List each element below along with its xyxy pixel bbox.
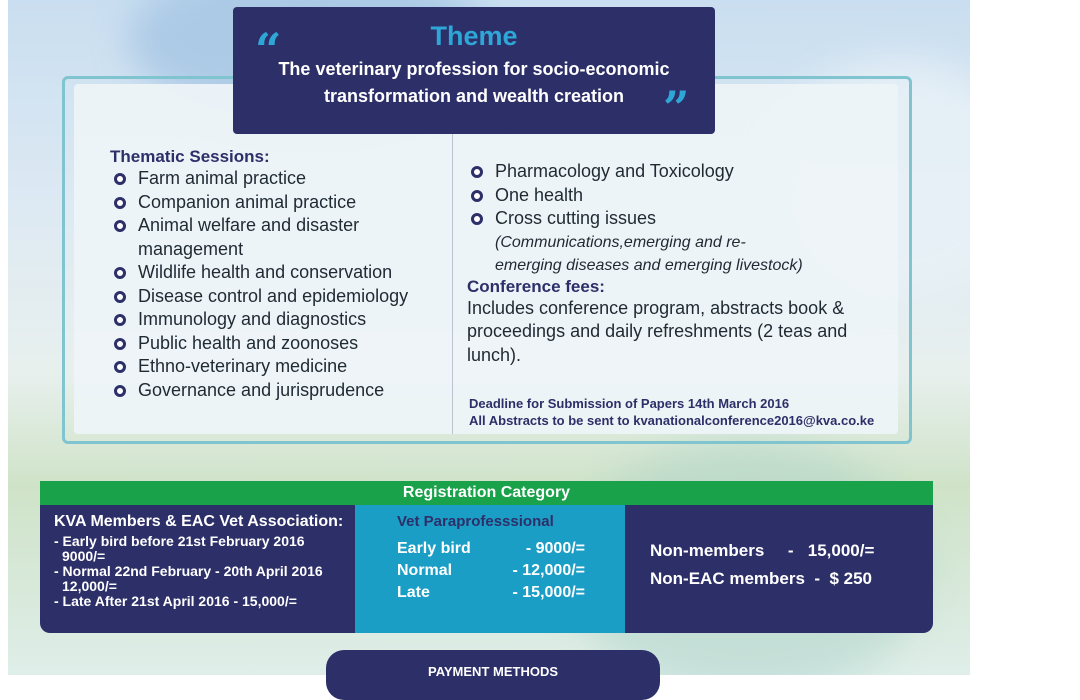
list-item: Ethno-veterinary medicine <box>110 355 450 379</box>
kva-fee-line: 9000/= <box>62 548 106 564</box>
paraprofessional-box <box>355 505 625 633</box>
column-divider <box>452 134 453 434</box>
list-item: Pharmacology and Toxicology <box>467 160 887 184</box>
thematic-sessions-heading: Thematic Sessions: <box>110 147 270 166</box>
session-list-left <box>110 167 450 402</box>
conference-fees-heading: Conference fees: <box>467 276 605 296</box>
list-item: Companion animal practice <box>110 191 450 215</box>
non-eac-members-fee: Non-EAC members - $ 250 <box>650 569 873 588</box>
thematic-sessions-left <box>110 147 450 402</box>
fee-row <box>397 560 625 582</box>
fee-row <box>397 538 625 560</box>
theme-line-1: The veterinary profession for socio-economic <box>278 59 670 79</box>
session-list-right <box>467 160 887 231</box>
fee-label: Late <box>397 584 430 601</box>
list-item: Immunology and diagnostics <box>110 308 450 332</box>
kva-fee-line: - Late After 21st April 2016 - 15,000/= <box>54 593 297 609</box>
list-item: Cross cutting issues <box>467 207 887 231</box>
kva-fee-line: 12,000/= <box>62 578 117 594</box>
list-item: Farm animal practice <box>110 167 450 191</box>
list-item: Animal welfare and disaster management <box>110 214 378 261</box>
deadline-line: Deadline for Submission of Papers 14th March 2016 <box>469 396 790 411</box>
list-item: Disease control and epidemiology <box>110 285 450 309</box>
conference-fees-text: Includes conference program, abstracts book & proceedings and daily refreshments (2 teas and lunch). <box>467 297 848 365</box>
list-item: One health <box>467 184 887 208</box>
close-quote-icon: ” <box>663 81 690 135</box>
paraprofessional-heading: Vet Paraprofesssional <box>397 513 554 530</box>
non-members-box <box>625 505 933 633</box>
fee-label: Early bird <box>397 540 471 557</box>
thematic-sessions-right <box>467 160 887 367</box>
fee-label: Normal <box>397 562 453 579</box>
cross-cutting-note-1: (Communications,emerging and re- <box>495 233 746 251</box>
payment-methods-heading: PAYMENT METHODS <box>326 650 660 700</box>
abstracts-email-line: All Abstracts to be sent to kvanationalconference2016@kva.co.ke <box>469 413 875 428</box>
paraprofessional-fees <box>397 538 625 604</box>
kva-fee-line: - Normal 22nd February - 20th April 2016 <box>54 563 323 579</box>
registration-category-bar: Registration Category <box>40 481 933 505</box>
cross-cutting-note-2: emerging diseases and emerging livestock) <box>495 256 803 274</box>
kva-fee-line: - Early bird before 21st February 2016 <box>54 533 305 549</box>
kva-members-box <box>40 505 355 633</box>
deadline-notice <box>469 395 874 429</box>
fee-value: - 15,000/= <box>512 584 585 601</box>
kva-members-heading: KVA Members & EAC Vet Association: <box>54 513 344 530</box>
fee-value: - 9000/= <box>525 540 585 557</box>
fee-value: - 12,000/= <box>512 562 585 579</box>
open-quote-icon: “ <box>255 23 282 77</box>
kva-fee-lines <box>54 534 355 609</box>
theme-text <box>233 56 715 110</box>
fee-row <box>397 582 625 604</box>
list-item: Wildlife health and conservation <box>110 261 450 285</box>
theme-box <box>233 7 715 134</box>
list-item: Governance and jurisprudence <box>110 379 450 403</box>
theme-line-2: transformation and wealth creation <box>323 86 625 106</box>
list-item: Public health and zoonoses <box>110 332 450 356</box>
non-members-fee: Non-members - 15,000/= <box>650 541 875 560</box>
theme-title: Theme <box>430 21 518 51</box>
